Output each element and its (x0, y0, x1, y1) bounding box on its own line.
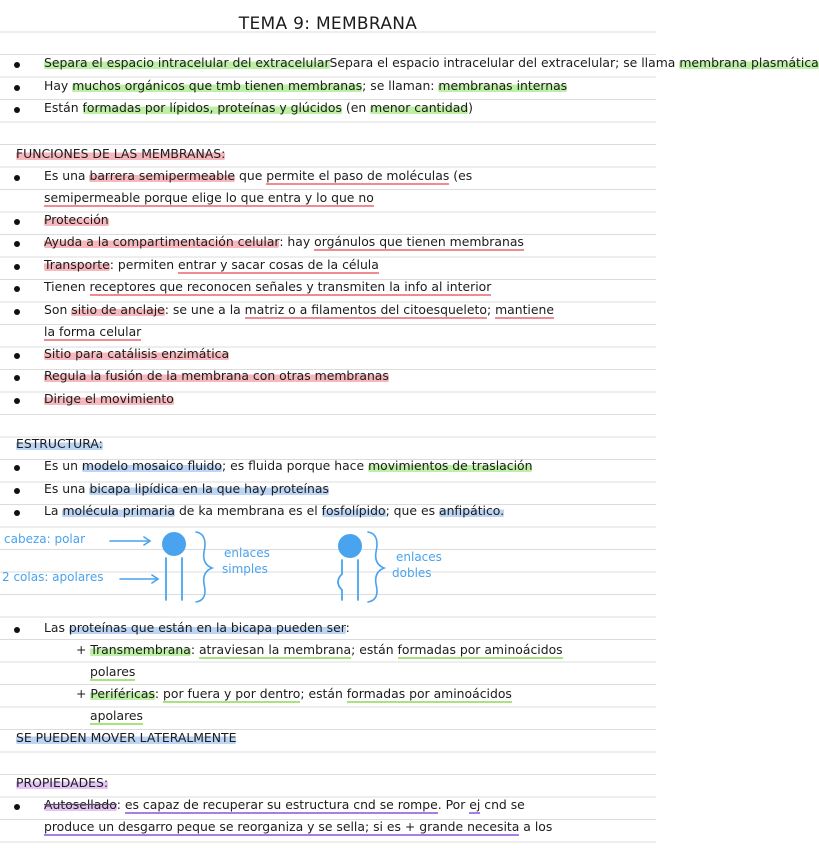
text: ) (468, 100, 474, 115)
text-underline: necesita (467, 819, 520, 834)
heading-text: ESTRUCTURA: (16, 436, 103, 451)
heading-text: PROPIEDADES: (16, 775, 108, 790)
section-heading-estructura (16, 436, 103, 452)
text: Son (44, 302, 72, 317)
bullet-dot (14, 627, 20, 633)
estructura-sub-2b (90, 708, 143, 724)
bullet-dot (14, 175, 20, 181)
text-highlight: menor cantidad (370, 100, 469, 115)
funciones-line-8 (44, 368, 389, 384)
text-underline: permite el paso de moléculas (266, 168, 450, 183)
text-highlight: modelo mosaico fluido (81, 458, 222, 473)
text: Es un (44, 458, 82, 473)
funciones-line-1 (44, 168, 472, 184)
text-highlight: molécula primaria (62, 503, 175, 518)
estructura-line-1 (44, 458, 532, 474)
text: ; están (351, 642, 398, 657)
text: Están (44, 100, 83, 115)
text: Tienen (44, 279, 90, 294)
text-highlight: Dirige el movimiento (44, 391, 174, 406)
text-highlight: Sitio para catálisis enzimática (44, 346, 230, 361)
text: de ka membrana es el (175, 503, 322, 518)
text-highlight: membranas internas (438, 78, 568, 93)
funciones-line-6b (44, 324, 141, 340)
text: a los (519, 819, 553, 834)
arrow-icon (110, 537, 150, 545)
text-underline: ; si es + grande (364, 819, 468, 834)
estructura-note (16, 730, 236, 746)
brace (196, 532, 212, 602)
text-highlight: movimientos de traslación (368, 458, 533, 473)
estructura-sub-2 (76, 686, 512, 702)
funciones-line-1b (44, 190, 374, 206)
bullet-dot (14, 488, 20, 494)
text-underline: formadas por aminoácidos (346, 686, 512, 701)
text-underline: ej (469, 797, 481, 812)
text-highlight: Periféricas (90, 686, 155, 701)
bullet-dot (14, 62, 20, 68)
bullet-dot (14, 309, 20, 315)
propiedades-line-1 (44, 797, 525, 813)
bullet-dot (14, 398, 20, 404)
text: cnd se (480, 797, 525, 812)
text-underline: mantiene (495, 302, 554, 317)
text-highlight: Ayuda a la compartimentación celular (44, 234, 280, 249)
text: ; se llaman: (362, 78, 439, 93)
text-highlight: barrera semipermeable (89, 168, 236, 183)
text-underline: la forma celular (44, 324, 142, 339)
text-underline: formadas por aminoácidos (397, 642, 563, 657)
funciones-line-6 (44, 302, 554, 318)
text-highlight: fosfolípido (321, 503, 386, 518)
tail-bent (338, 560, 358, 600)
text-highlight: SE PUEDEN MOVER LATERALMENTE (16, 730, 237, 745)
label-enlaces-dobles-1: enlaces (396, 550, 442, 564)
estructura-sub-1b (90, 664, 135, 680)
bullet-dot (14, 241, 20, 247)
funciones-line-7 (44, 346, 229, 362)
text-highlight: Regula la fusión de la membrana con otras membranas (44, 368, 389, 383)
phospholipid-diagram (0, 524, 656, 604)
intro-line-3 (44, 100, 473, 116)
text: ; están (300, 686, 347, 701)
text-highlight: muchos orgánicos que tmb tienen membranas (72, 78, 363, 93)
text-highlight: Transmembrana (90, 642, 191, 657)
text-underline: entrar y sacar cosas de la célula (178, 257, 379, 272)
text: ; es fluida porque hace (222, 458, 369, 473)
brace (368, 532, 384, 602)
text-underline: polares (90, 664, 136, 679)
label-cabeza-polar: cabeza: polar (4, 532, 86, 546)
text: Hay (44, 78, 73, 93)
text: : (116, 797, 125, 812)
text: (es (449, 168, 473, 183)
text-highlight: Separa el espacio intracelular del extracelular (44, 55, 330, 70)
bullet-dot (14, 219, 20, 225)
text-underline: semipermeable porque elige lo que entra y lo que no (44, 190, 374, 205)
bullet-dot (14, 465, 20, 471)
text: La (44, 503, 63, 518)
text: : (190, 642, 199, 657)
page-title: TEMA 9: MEMBRANA (238, 14, 418, 34)
funciones-line-4 (44, 257, 379, 273)
text-highlight: proteínas que están en la bicapa pueden ser (68, 620, 346, 635)
text: Separa el espacio intracelular del extracelular; se llama (329, 55, 680, 70)
text: : (154, 686, 164, 701)
text-underline: produce un desgarro peque se reorganiza y se sella (44, 819, 365, 834)
estructura-sub-1 (76, 642, 563, 658)
estructura-line-2 (44, 481, 329, 497)
text-underline: atraviesan la membrana (198, 642, 352, 657)
text: ; (486, 302, 496, 317)
text-underline: matriz o a filamentos del citoesqueleto (244, 302, 487, 317)
intro-line-1 (44, 55, 819, 71)
text: : hay (279, 234, 315, 249)
text: : (345, 620, 350, 635)
text: (en (341, 100, 371, 115)
text-highlight: sitio de anclaje (71, 302, 165, 317)
estructura-line-3 (44, 503, 504, 519)
arrow-icon (120, 575, 158, 583)
funciones-line-5 (44, 279, 491, 295)
label-enlaces-simples-1: enlaces (224, 546, 270, 560)
funciones-line-2 (44, 212, 109, 228)
bullet-dot (14, 353, 20, 359)
tail-straight (166, 558, 182, 600)
text-highlight: Transporte (44, 257, 110, 272)
text-underline: es capaz de recuperar su estructura cnd se rompe (124, 797, 438, 812)
text: : permiten (109, 257, 179, 272)
funciones-line-9 (44, 391, 174, 407)
text-highlight: Protección (44, 212, 109, 227)
bullet-dot (14, 264, 20, 270)
section-heading-funciones (16, 146, 225, 162)
text-highlight: bicapa lipídica en la que hay proteínas (89, 481, 329, 496)
bullet-dot (14, 510, 20, 516)
bullet-dot (14, 804, 20, 810)
bullet-dot (14, 107, 20, 113)
text-underline: receptores que reconocen señales y transmiten la info al interior (89, 279, 492, 294)
propiedades-line-1b (44, 819, 552, 835)
text: Las (44, 620, 69, 635)
head-circle (162, 532, 186, 556)
text-underline: orgánulos que tienen membranas (314, 234, 524, 249)
text: ; que es (385, 503, 439, 518)
estructura-line-4 (44, 620, 350, 636)
diagram-drawing (0, 524, 656, 604)
section-heading-propiedades (16, 775, 108, 791)
text: + (76, 642, 91, 657)
text: Es una (44, 168, 90, 183)
head-circle (338, 534, 362, 558)
label-enlaces-simples-2: simples (222, 562, 268, 576)
text: Es una (44, 481, 90, 496)
heading-text: FUNCIONES DE LAS MEMBRANAS: (16, 146, 226, 161)
intro-line-2 (44, 78, 567, 94)
text-underline: apolares (90, 708, 143, 723)
text: + (76, 686, 91, 701)
label-colas-apolares: 2 colas: apolares (2, 570, 104, 584)
text-highlight: membrana plasmática (679, 55, 819, 70)
text-underline: por fuera y por dentro (163, 686, 301, 701)
text: . Por (437, 797, 470, 812)
text-highlight: Autosellado (44, 797, 117, 812)
text: que (235, 168, 267, 183)
text-highlight: anfipático. (438, 503, 505, 518)
text-highlight: formadas por lípidos, proteínas y glúcidos (82, 100, 342, 115)
text: : se une a la (164, 302, 245, 317)
bullet-dot (14, 85, 20, 91)
bullet-dot (14, 375, 20, 381)
bullet-dot (14, 286, 20, 292)
label-enlaces-dobles-2: dobles (392, 566, 432, 580)
funciones-line-3 (44, 234, 524, 250)
